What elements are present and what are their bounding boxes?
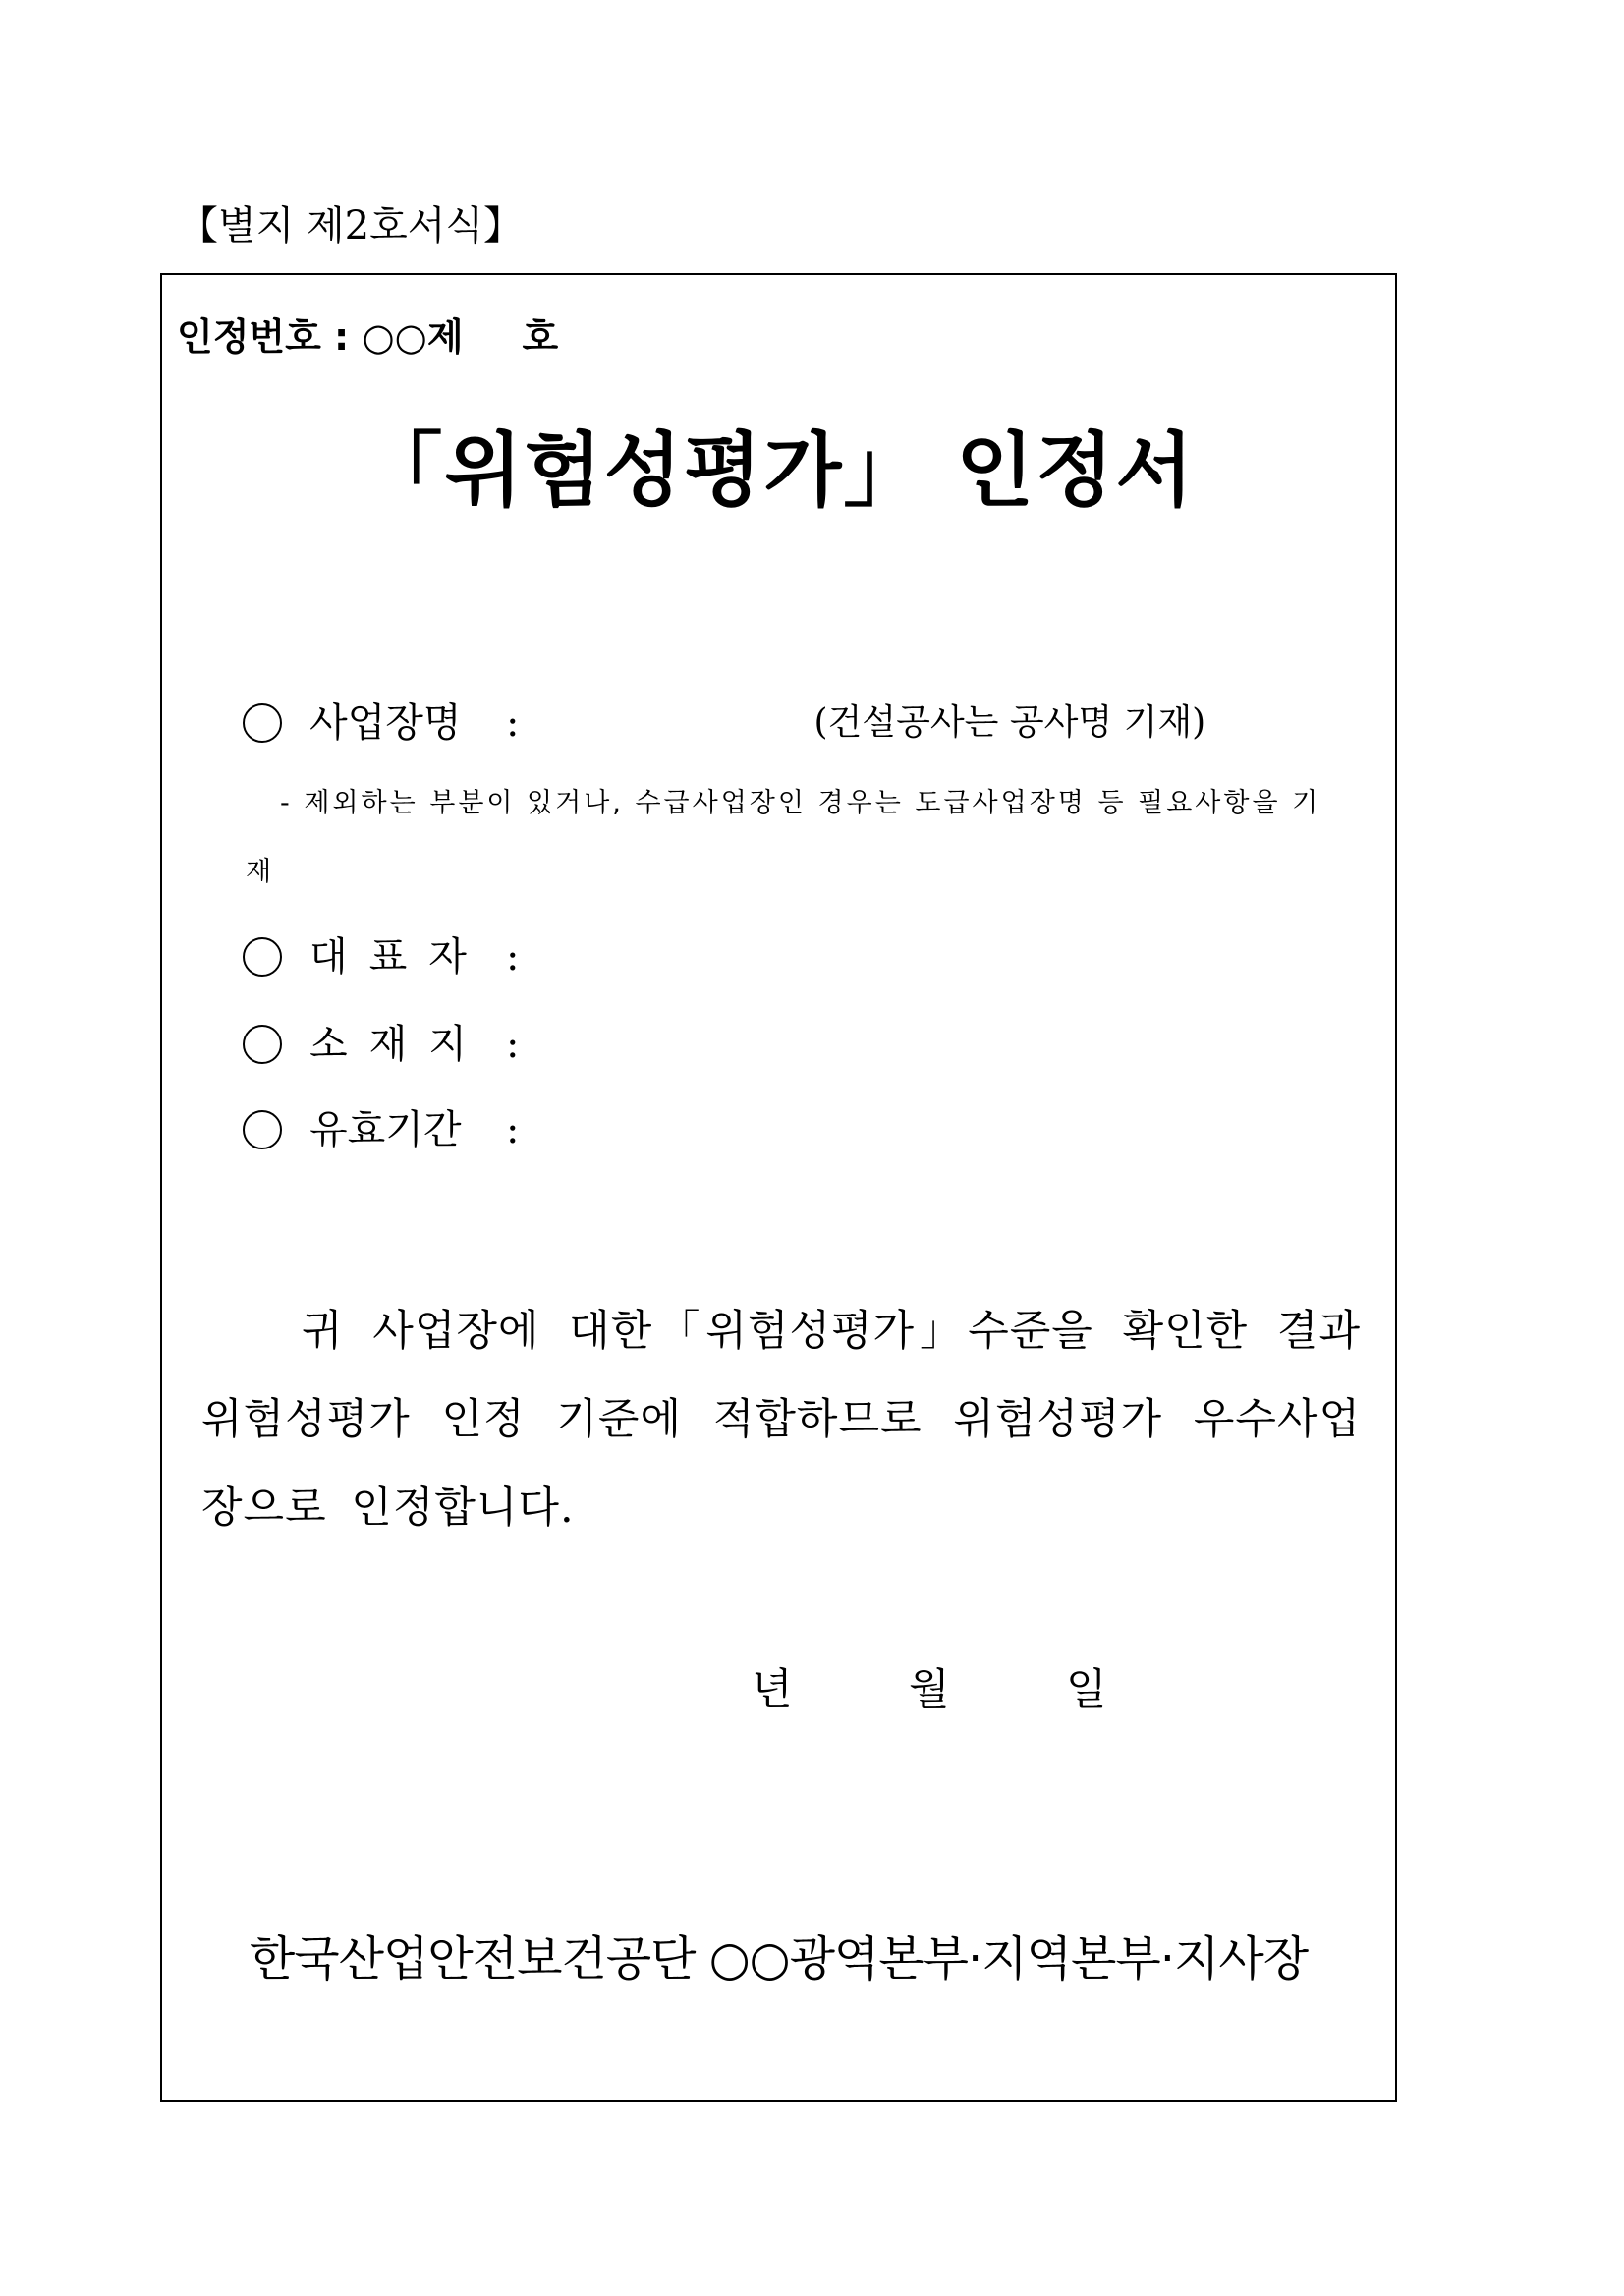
certificate-number-suffix: 호	[522, 315, 559, 359]
address-label: 소재지	[309, 1022, 488, 1067]
certificate-number	[177, 312, 558, 362]
circle-bullet-icon	[243, 703, 282, 743]
circle-bullet-icon	[243, 1110, 282, 1149]
field-address	[243, 1017, 519, 1072]
form-label: 【별지 제2호서식】	[179, 203, 524, 249]
date-year: 년	[752, 1665, 793, 1714]
exclusion-note-line2: 재	[246, 857, 272, 887]
validity-label: 유효기간	[309, 1107, 462, 1152]
certificate-title: 「위험성평가」 인정서	[362, 424, 1196, 518]
address-colon: :	[506, 1022, 520, 1067]
circle-bullet-icon	[243, 1025, 282, 1064]
field-validity	[243, 1102, 519, 1157]
certificate-frame	[160, 273, 1397, 2102]
workplace-note: (건설공사는 공사명 기재)	[813, 702, 1206, 743]
representative-colon: :	[506, 934, 520, 980]
representative-label: 대표자	[309, 934, 488, 980]
workplace-label: 사업장명	[309, 700, 462, 746]
issuer: 한국산업안전보건공단 ○○광역본부·지역본부·지사장	[249, 1932, 1309, 1987]
workplace-colon: :	[506, 700, 520, 746]
certificate-body: 귀 사업장에 대한「위험성평가」수준을 확인한 결과 위험성평가 인정 기준에 적합하므로 위험성평가 우수사업장으로 인정합니다.	[201, 1307, 1361, 1533]
exclusion-note-line1: - 제외하는 부분이 있거나, 수급사업장인 경우는 도급사업장명 등 필요사항을 기	[280, 788, 1321, 818]
field-representative	[243, 929, 519, 984]
date-month: 월	[909, 1665, 950, 1714]
certificate-number-label: 인정번호 :	[177, 315, 350, 359]
certificate-number-prefix: ○○제	[362, 315, 464, 359]
validity-colon: :	[506, 1107, 520, 1152]
date-day: 일	[1066, 1665, 1107, 1714]
circle-bullet-icon	[243, 937, 282, 977]
issue-date	[752, 1660, 1107, 1719]
field-workplace	[243, 696, 1205, 751]
